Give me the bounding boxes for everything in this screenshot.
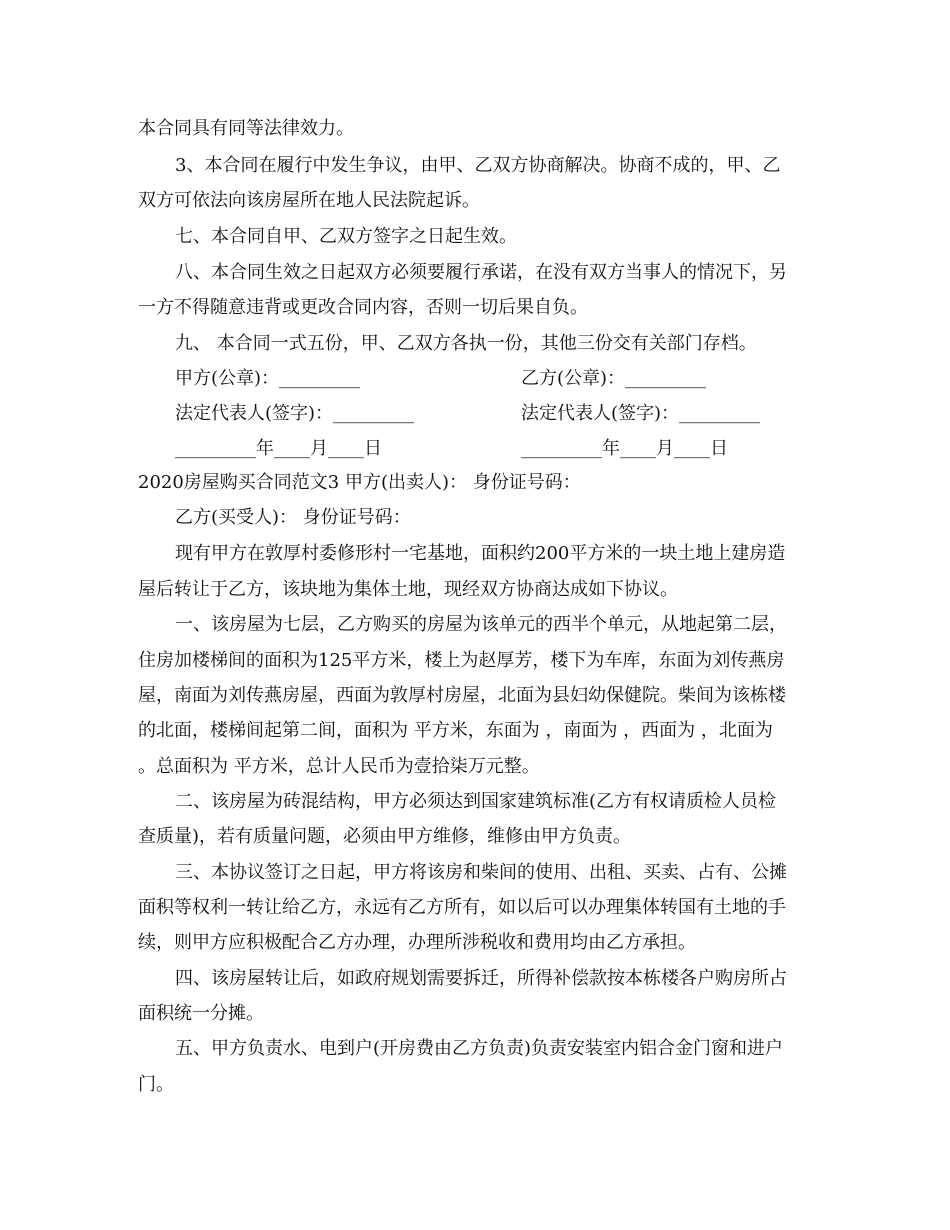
paragraph-line: 3、本合同在履行中发生争议，由甲、乙双方协商解决。协商不成的，甲、乙 bbox=[175, 155, 781, 176]
paragraph-line: 门。 bbox=[138, 1074, 174, 1095]
paragraph-line: 五、甲方负责水、电到户(开房费由乙方负责)负责安装室内铝合金门窗和进户 bbox=[175, 1038, 784, 1059]
section-heading: 2020房屋购买合同范文3 甲方(出卖人)： 身份证号码： bbox=[138, 472, 581, 493]
party-b-seal-line: 乙方(公章)：_________ bbox=[521, 368, 707, 389]
party-b-date-line: _________年____月____日 bbox=[521, 438, 728, 459]
paragraph-line: 四、该房屋转让后，如政府规划需要拆迁，所得补偿款按本栋楼各户购房所占 bbox=[175, 968, 787, 989]
paragraph-line: 九、 本合同一式五份，甲、乙双方各执一份，其他三份交有关部门存档。 bbox=[175, 333, 757, 354]
paragraph-line: 的北面，楼梯间起第二间，面积为 平方米，东面为 ，南面为 ，西面为 ，北面为 bbox=[138, 720, 773, 741]
paragraph-line: 本合同具有同等法律效力。 bbox=[138, 118, 354, 139]
paragraph-line: 八、本合同生效之日起双方必须要履行承诺，在没有双方当事人的情况下，另 bbox=[175, 262, 787, 283]
paragraph-line: 一方不得随意违背或更改合同内容，否则一切后果自负。 bbox=[138, 297, 588, 318]
paragraph-line: 查质量)，若有质量问题，必须由甲方维修，维修由甲方负责。 bbox=[138, 826, 632, 847]
paragraph-line: 住房加楼梯间的面积为125平方米，楼上为赵厚芳，楼下为车库，东面为刘传燕房 bbox=[138, 650, 785, 671]
paragraph-line: 屋后转让于乙方，该块地为集体土地，现经双方协商达成如下协议。 bbox=[138, 579, 678, 600]
paragraph-line: 三、本协议签订之日起，甲方将该房和柴间的使用、出租、买卖、占有、公摊 bbox=[175, 862, 787, 883]
paragraph-line: 一、该房屋为七层，乙方购买的房屋为该单元的西半个单元，从地起第二层， bbox=[175, 614, 787, 635]
paragraph-line: 二、该房屋为砖混结构，甲方必须达到国家建筑标准(乙方有权请质检人员检 bbox=[175, 791, 777, 812]
paragraph-line: 续，则甲方应积极配合乙方办理，办理所涉税收和费用均由乙方承担。 bbox=[138, 932, 696, 953]
party-a-seal-line: 甲方(公章)：_________ bbox=[175, 368, 361, 389]
paragraph-line: 面积统一分摊。 bbox=[138, 1003, 264, 1024]
paragraph-line: 双方可依法向该房屋所在地人民法院起诉。 bbox=[138, 190, 480, 211]
party-a-rep-line: 法定代表人(签字)：_________ bbox=[175, 403, 415, 424]
paragraph-line: 乙方(买受人)： 身份证号码： bbox=[175, 507, 411, 528]
paragraph-line: 现有甲方在敦厚村委修形村一宅基地，面积约200平方米的一块土地上建房造 bbox=[175, 543, 786, 564]
paragraph-line: 屋，南面为刘传燕房屋，西面为敦厚村房屋，北面为县妇幼保健院。柴间为该栋楼 bbox=[138, 685, 786, 706]
party-b-rep-line: 法定代表人(签字)：_________ bbox=[521, 403, 761, 424]
paragraph-line: 七、本合同自甲、乙双方签字之日起生效。 bbox=[175, 226, 517, 247]
paragraph-line: 。总面积为 平方米，总计人民币为壹拾柒万元整。 bbox=[138, 756, 540, 777]
party-a-date-line: _________年____月____日 bbox=[175, 438, 382, 459]
paragraph-line: 面积等权利一转让给乙方，永远有乙方所有，如以后可以办理集体转国有土地的手 bbox=[138, 897, 786, 918]
